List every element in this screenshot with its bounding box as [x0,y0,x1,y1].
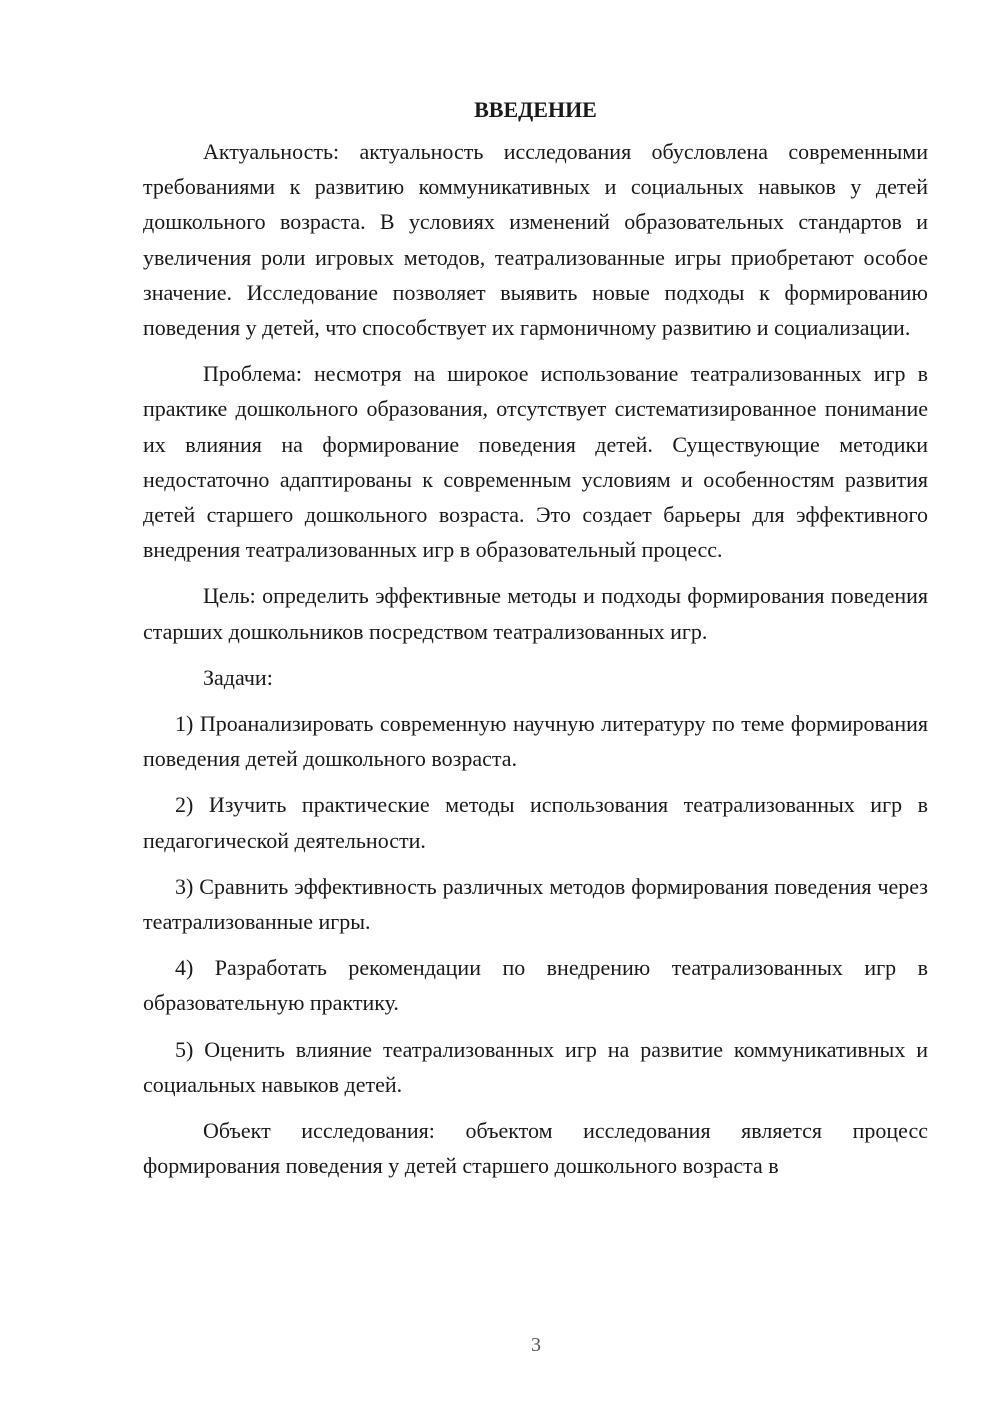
task-item-3: 3) Сравнить эффективность различных методов формирования поведения через театрализованные игры. [143,873,928,935]
task-item-2: 2) Изучить практические методы использования театрализованных игр в педагогической деятельности. [143,792,928,853]
goal-paragraph: Цель: определить эффективные методы и подходы формирования поведения старших дошкольников посредством театрализованных игр. [143,583,928,644]
task-item-5: 5) Оценить влияние театрализованных игр на развитие коммуникативных и социальных навыков детей. [143,1036,928,1097]
tasks-label: Задачи: [203,664,273,690]
task-item-1: 1) Проанализировать современную научную литературу по теме формирования поведения детей дошкольного возраста. [143,711,928,772]
problem-paragraph: Проблема: несмотря на широкое использование театрализованных игр в практике дошкольного образования, отсутствует систематизированное понимание их влияния на формирование поведения детей. Существующие методики недостаточно адаптированы к современным условиям и особенностям развития детей старшего дошкольного возраста. Это создает барьеры для эффективного внедрения театрализованных игр в образовательный процесс. [143,361,928,563]
object-paragraph: Объект исследования: объектом исследования является процесс формирования поведения у детей старшего дошкольного возраста в [143,1118,928,1179]
page-number: 3 [531,1334,541,1356]
section-heading: ВВЕДЕНИЕ [474,97,597,122]
page-content [143,94,928,1194]
relevance-paragraph: Актуальность: актуальность исследования обусловлена современными требованиями к развитию коммуникативных и социальных навыков у детей дошкольного возраста. В условиях изменений образовательных стандартов и увеличения роли игровых методов, театрализованные игры приобретают особое значение. Исследование позволяет выявить новые подходы к формированию поведения у детей, что способствует их гармоничному развитию и социализации. [143,139,928,341]
task-item-4: 4) Разработать рекомендации по внедрению театрализованных игр в образовательную практику. [143,955,928,1016]
